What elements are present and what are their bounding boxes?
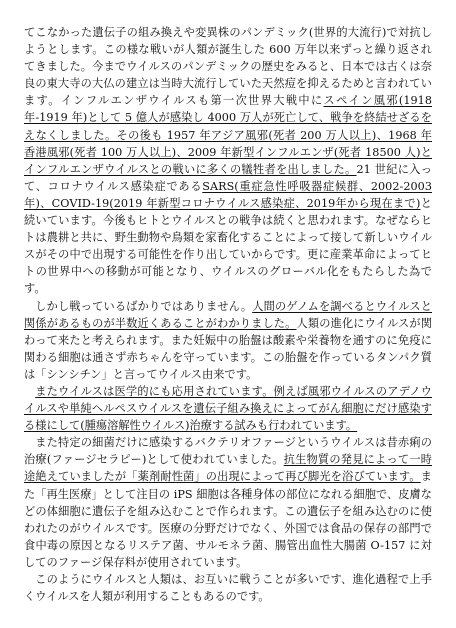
text-segment: 21 世紀に入って、コロナウイルス感染症である — [24, 162, 432, 193]
paragraph-genome — [24, 298, 432, 383]
text-segment: また「再生医療」として注目の iPS 細胞は各種身体の部位になれる細胞で、皮膚などの体細胞に遺伝子を組み込むことで作られます。この遺伝子を組み込むのに使われたのがウイルスです。医療の分野だけでなく、外国では食品の保存の部門で食中毒の原因となるリステア菌、サルモネラ菌、腸管出血性大腸菌 O-157 に対してのファージ保存料が使用されています。 — [24, 470, 432, 569]
paragraph-medical — [24, 383, 432, 434]
underlined-text-segment: 例えば風邪ウイルスのアデノウイルスや単純ヘルペスウイルスを遺伝子組み換えによってがん細胞にだけ感染する様にして(腫瘍溶解性ウイルス)治療する試みも行われています。 — [24, 384, 433, 433]
underlined-text-segment: SARS(重症急性呼吸器症候群、2002-2003 年)、COVID-19(2019 年新型コロナウイルス感染症、2019年から現在まで) — [24, 179, 432, 210]
text-segment: このようにウイルスと人類は、お互いに戦うことが多いです、進化過程で上手くウイルスを人類が利用することもあるのです。 — [24, 573, 432, 604]
underlined-text-segment: またウイルスは医学的にも応用されています。 — [35, 384, 274, 398]
text-segment: しかし戦っているばかりではありません。 — [35, 299, 253, 313]
text-segment: 人類の進化にウイルスが関わって来たと考えられます。また妊娠中の胎盤は酸素や栄養物を通すのに免疫に関わる細胞は通さず赤ちゃんを守っています。この胎盤を作っているタンパク質は「シンシチン」と言ってウイルス由来です。 — [24, 316, 433, 381]
text-segment: てこなかった遺伝子の組み換えや変異株のパンデミック(世界的大流行)で対抗しようとします。この様な戦いが人類が誕生した 600 万年以来ずっと繰り返されてきました。今までウイルスのパンデミックの歴史をみると、日本では古くは奈良の東大寺の大仏の建立は当時大流行していた天然痘を抑えるためと言われています。インフルエンザウイルスも第一次世界大戦中に — [24, 26, 432, 108]
underlined-text-segment: 抗生物質の発見によって一時途絶えていましたが「薬剤耐性菌」の出現によって再び脚光を浴びています。 — [24, 453, 432, 484]
paragraph-phage — [24, 434, 432, 571]
underlined-text-segment: 人間のゲノムを調べるとウイルスと関係があるものが半数近くあることがわかりました。 — [24, 299, 432, 330]
underlined-text-segment: スペイン風邪(1918 年-1919 年)として 5 億人が感染し 4000 万人が死亡して、戦争を終結せざるをえなくしました。その後も 1957 年アジア風邪(死者 200 万人以上)、1968 年香港風邪(死者 100 万人以上)、2009 年新型インフルエンザ(死者 18500 人)とインフルエンザウイルスとの戦いに多くの犠牲者を出しました。 — [24, 94, 433, 176]
paragraph-conclusion — [24, 571, 432, 605]
text-segment: と続いています。今後もヒトとウイルスとの戦争は続くと思われます。なぜならヒトは農耕と共に、野生動物や鳥類を家畜化することによって接して新しいウイルスがその中で出現する可能性を作り出していからです。更に産業革命によってヒトの世界中への移動が可能となり、ウイルスのグローバル化をもたらした為です。 — [24, 196, 432, 296]
text-segment: また特定の細菌だけに感染するバクテリオファージというウイルスは昔赤痢の治療(ファージセラピー)として使われていました。 — [24, 436, 432, 467]
paragraph-history — [24, 24, 432, 298]
